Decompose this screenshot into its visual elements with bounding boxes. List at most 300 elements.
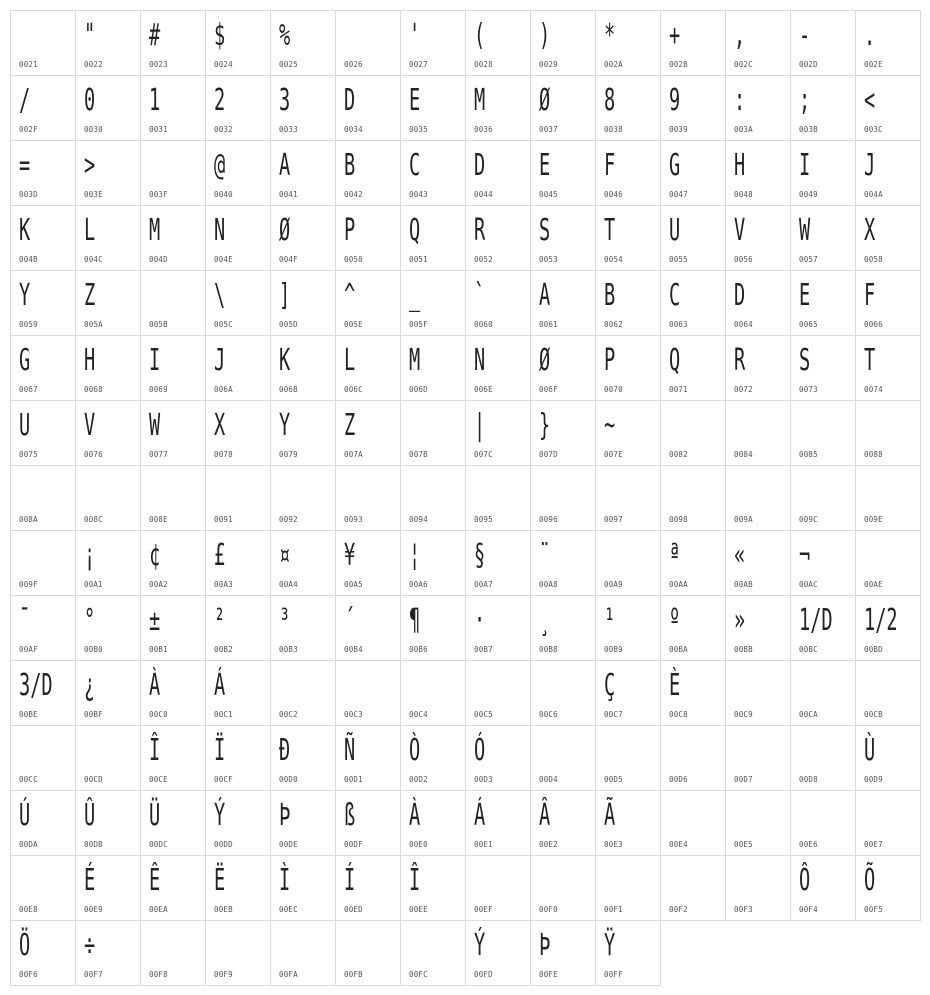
glyph-char: A xyxy=(279,148,291,183)
glyph-code: 0047 xyxy=(669,190,688,199)
glyph-char: Þ xyxy=(539,928,551,963)
glyph-code: 00CC xyxy=(19,775,38,784)
glyph-code: 00A4 xyxy=(279,580,298,589)
glyph-char: L xyxy=(84,213,96,248)
glyph-char: 3 xyxy=(279,83,291,118)
glyph-cell xyxy=(790,595,856,661)
glyph-cell xyxy=(790,465,856,531)
glyph-cell xyxy=(270,400,336,466)
glyph-code: 002F xyxy=(19,125,38,134)
glyph-cell xyxy=(335,10,401,76)
glyph-code: 0066 xyxy=(864,320,883,329)
glyph-cell xyxy=(855,660,921,726)
glyph-cell xyxy=(400,595,466,661)
glyph-char: Ã xyxy=(604,798,616,833)
glyph-code: 0053 xyxy=(539,255,558,264)
glyph-char: B xyxy=(344,148,356,183)
glyph-char: ] xyxy=(279,278,291,313)
glyph-cell xyxy=(595,465,661,531)
glyph-code: 00BC xyxy=(799,645,818,654)
glyph-char: Z xyxy=(344,408,356,443)
glyph-cell xyxy=(10,530,76,596)
glyph-char: Ø xyxy=(279,213,291,248)
glyph-cell xyxy=(790,270,856,336)
glyph-code: 00D3 xyxy=(474,775,493,784)
glyph-code: 009E xyxy=(864,515,883,524)
glyph-code: 0055 xyxy=(669,255,688,264)
glyph-char: E xyxy=(409,83,421,118)
glyph-cell xyxy=(140,595,206,661)
glyph-code: 00AC xyxy=(799,580,818,589)
glyph-cell xyxy=(660,530,726,596)
glyph-code: 003E xyxy=(84,190,103,199)
glyph-cell xyxy=(790,790,856,856)
glyph-code: 00DD xyxy=(214,840,233,849)
glyph-code: 0059 xyxy=(19,320,38,329)
glyph-cell xyxy=(400,530,466,596)
glyph-code: 00B1 xyxy=(149,645,168,654)
glyph-cell xyxy=(465,660,531,726)
glyph-code: 00F1 xyxy=(604,905,623,914)
glyph-code: 0075 xyxy=(19,450,38,459)
glyph-cell xyxy=(335,530,401,596)
glyph-cell xyxy=(270,595,336,661)
glyph-cell xyxy=(270,660,336,726)
glyph-code: 0048 xyxy=(734,190,753,199)
glyph-code: 00C3 xyxy=(344,710,363,719)
glyph-code: 00C8 xyxy=(669,710,688,719)
glyph-char: / xyxy=(19,83,31,118)
glyph-cell xyxy=(335,855,401,921)
glyph-code: 00CF xyxy=(214,775,233,784)
glyph-cell xyxy=(205,140,271,206)
glyph-char: ± xyxy=(149,603,161,638)
glyph-cell xyxy=(530,335,596,401)
glyph-char: M xyxy=(149,213,161,248)
glyph-char: ¹ xyxy=(604,603,616,638)
glyph-code: 0034 xyxy=(344,125,363,134)
glyph-char: ; xyxy=(799,83,811,118)
glyph-code: 00B0 xyxy=(84,645,103,654)
glyph-cell xyxy=(75,10,141,76)
glyph-code: 0028 xyxy=(474,60,493,69)
glyph-char: P xyxy=(344,213,356,248)
glyph-cell xyxy=(205,595,271,661)
glyph-char: Î xyxy=(149,733,161,768)
glyph-cell xyxy=(595,335,661,401)
glyph-char: T xyxy=(604,213,616,248)
glyph-char: , xyxy=(734,18,746,53)
glyph-code: 00AB xyxy=(734,580,753,589)
glyph-code: 00F5 xyxy=(864,905,883,914)
glyph-cell xyxy=(725,465,791,531)
glyph-char: ) xyxy=(539,18,551,53)
glyph-cell xyxy=(465,270,531,336)
glyph-cell xyxy=(725,205,791,271)
glyph-code: 00DA xyxy=(19,840,38,849)
glyph-cell xyxy=(855,10,921,76)
glyph-char: : xyxy=(734,83,746,118)
glyph-char: ^ xyxy=(344,278,356,313)
glyph-char: Ö xyxy=(19,928,31,963)
glyph-char: S xyxy=(539,213,551,248)
glyph-code: 0041 xyxy=(279,190,298,199)
glyph-cell xyxy=(335,335,401,401)
glyph-cell xyxy=(140,790,206,856)
glyph-char: E xyxy=(799,278,811,313)
glyph-char: Ó xyxy=(474,733,486,768)
glyph-code: 00DB xyxy=(84,840,103,849)
glyph-cell xyxy=(595,790,661,856)
glyph-char: 9 xyxy=(669,83,681,118)
glyph-code: 0057 xyxy=(799,255,818,264)
glyph-cell xyxy=(855,530,921,596)
glyph-char: H xyxy=(734,148,746,183)
glyph-code: 0085 xyxy=(799,450,818,459)
glyph-char: U xyxy=(669,213,681,248)
glyph-cell xyxy=(465,10,531,76)
glyph-code: 00ED xyxy=(344,905,363,914)
glyph-char: Ø xyxy=(539,343,551,378)
glyph-code: 0030 xyxy=(84,125,103,134)
glyph-code: 00E1 xyxy=(474,840,493,849)
glyph-cell xyxy=(140,270,206,336)
glyph-cell xyxy=(465,920,531,986)
glyph-cell xyxy=(465,335,531,401)
glyph-char: L xyxy=(344,343,356,378)
glyph-code: 0040 xyxy=(214,190,233,199)
glyph-cell xyxy=(140,335,206,401)
glyph-cell xyxy=(660,75,726,141)
glyph-cell xyxy=(10,270,76,336)
glyph-char: < xyxy=(864,83,876,118)
glyph-cell xyxy=(660,465,726,531)
glyph-char: ¸ xyxy=(539,603,551,638)
glyph-char: - xyxy=(799,18,811,53)
glyph-cell xyxy=(595,595,661,661)
glyph-code: 0021 xyxy=(19,60,38,69)
glyph-code: 003A xyxy=(734,125,753,134)
glyph-code: 00D4 xyxy=(539,775,558,784)
glyph-cell xyxy=(465,75,531,141)
glyph-code: 00A7 xyxy=(474,580,493,589)
glyph-char: . xyxy=(864,18,876,53)
glyph-char: ¿ xyxy=(84,668,96,703)
glyph-cell xyxy=(595,530,661,596)
glyph-cell xyxy=(335,205,401,271)
glyph-char: S xyxy=(799,343,811,378)
glyph-cell xyxy=(205,920,271,986)
glyph-code: 003C xyxy=(864,125,883,134)
glyph-char: X xyxy=(864,213,876,248)
glyph-code: 0043 xyxy=(409,190,428,199)
glyph-cell xyxy=(270,205,336,271)
glyph-char: = xyxy=(19,148,31,183)
glyph-char: 0 xyxy=(84,83,96,118)
glyph-cell xyxy=(855,75,921,141)
glyph-code: 0056 xyxy=(734,255,753,264)
glyph-code: 00FD xyxy=(474,970,493,979)
glyph-code: 0073 xyxy=(799,385,818,394)
glyph-code: 006A xyxy=(214,385,233,394)
glyph-cell xyxy=(400,140,466,206)
glyph-char: À xyxy=(409,798,421,833)
glyph-code: 00D2 xyxy=(409,775,428,784)
glyph-code: 00BB xyxy=(734,645,753,654)
glyph-code: 002C xyxy=(734,60,753,69)
glyph-cell xyxy=(465,790,531,856)
glyph-char: ` xyxy=(474,278,486,313)
glyph-cell xyxy=(725,10,791,76)
glyph-cell xyxy=(205,335,271,401)
glyph-char: ¬ xyxy=(799,538,811,573)
glyph-cell xyxy=(530,270,596,336)
glyph-code: 00BE xyxy=(19,710,38,719)
glyph-code: 0058 xyxy=(864,255,883,264)
glyph-cell xyxy=(595,270,661,336)
glyph-cell xyxy=(335,140,401,206)
glyph-cell xyxy=(205,725,271,791)
glyph-char: D xyxy=(474,148,486,183)
glyph-code: 003B xyxy=(799,125,818,134)
glyph-char: Ò xyxy=(409,733,421,768)
glyph-cell xyxy=(335,270,401,336)
glyph-char: Ý xyxy=(474,928,486,963)
glyph-code: 00A8 xyxy=(539,580,558,589)
glyph-code: 00B9 xyxy=(604,645,623,654)
glyph-char: X xyxy=(214,408,226,443)
glyph-code: 00B8 xyxy=(539,645,558,654)
glyph-code: 003D xyxy=(19,190,38,199)
glyph-char: Ý xyxy=(214,798,226,833)
glyph-code: 007E xyxy=(604,450,623,459)
glyph-code: 0036 xyxy=(474,125,493,134)
glyph-code: 007B xyxy=(409,450,428,459)
glyph-code: 006F xyxy=(539,385,558,394)
glyph-cell xyxy=(660,10,726,76)
glyph-char: Ô xyxy=(799,863,811,898)
glyph-char: R xyxy=(474,213,486,248)
glyph-cell xyxy=(140,465,206,531)
glyph-char: ² xyxy=(214,603,226,638)
glyph-code: 00FA xyxy=(279,970,298,979)
glyph-char: ß xyxy=(344,798,356,833)
glyph-char: # xyxy=(149,18,161,53)
glyph-grid xyxy=(10,10,920,985)
glyph-cell xyxy=(725,660,791,726)
glyph-char: Ø xyxy=(539,83,551,118)
glyph-cell xyxy=(530,10,596,76)
glyph-char: Ë xyxy=(214,863,226,898)
glyph-char: V xyxy=(734,213,746,248)
glyph-char: W xyxy=(799,213,811,248)
glyph-char: ' xyxy=(409,18,421,53)
glyph-cell xyxy=(530,790,596,856)
glyph-cell xyxy=(140,660,206,726)
glyph-code: 00C0 xyxy=(149,710,168,719)
glyph-char: _ xyxy=(409,278,421,313)
glyph-code: 0068 xyxy=(84,385,103,394)
glyph-char: J xyxy=(864,148,876,183)
glyph-cell xyxy=(10,660,76,726)
glyph-code: 009F xyxy=(19,580,38,589)
glyph-code: 006D xyxy=(409,385,428,394)
glyph-cell xyxy=(140,530,206,596)
glyph-char: I xyxy=(149,343,161,378)
glyph-char: % xyxy=(279,18,291,53)
glyph-code: 008C xyxy=(84,515,103,524)
glyph-code: 00F2 xyxy=(669,905,688,914)
glyph-cell xyxy=(660,400,726,466)
glyph-code: 0069 xyxy=(149,385,168,394)
glyph-char: È xyxy=(669,668,681,703)
glyph-cell xyxy=(270,335,336,401)
glyph-char: M xyxy=(409,343,421,378)
glyph-code: 0065 xyxy=(799,320,818,329)
glyph-char: Ê xyxy=(149,863,161,898)
glyph-cell xyxy=(10,790,76,856)
glyph-char: Ù xyxy=(864,733,876,768)
glyph-cell xyxy=(140,920,206,986)
glyph-code: 00C6 xyxy=(539,710,558,719)
glyph-cell xyxy=(725,400,791,466)
glyph-cell xyxy=(660,335,726,401)
glyph-char: P xyxy=(604,343,616,378)
glyph-char: " xyxy=(84,18,96,53)
glyph-cell xyxy=(725,855,791,921)
glyph-code: 00A3 xyxy=(214,580,233,589)
glyph-cell xyxy=(400,270,466,336)
glyph-cell xyxy=(140,855,206,921)
glyph-cell xyxy=(465,595,531,661)
glyph-char: ´ xyxy=(344,603,356,638)
glyph-cell xyxy=(465,400,531,466)
glyph-cell xyxy=(530,400,596,466)
glyph-code: 00A1 xyxy=(84,580,103,589)
glyph-code: 00F8 xyxy=(149,970,168,979)
glyph-cell xyxy=(465,140,531,206)
glyph-cell xyxy=(725,335,791,401)
glyph-code: 0062 xyxy=(604,320,623,329)
glyph-char: N xyxy=(474,343,486,378)
glyph-cell xyxy=(140,400,206,466)
glyph-char: N xyxy=(214,213,226,248)
glyph-code: 0097 xyxy=(604,515,623,524)
glyph-code: 00A5 xyxy=(344,580,363,589)
glyph-cell xyxy=(530,855,596,921)
glyph-code: 007A xyxy=(344,450,363,459)
glyph-char: A xyxy=(539,278,551,313)
glyph-code: 00A2 xyxy=(149,580,168,589)
glyph-code: 00BF xyxy=(84,710,103,719)
glyph-char: W xyxy=(149,408,161,443)
glyph-code: 00BD xyxy=(864,645,883,654)
glyph-code: 00CD xyxy=(84,775,103,784)
glyph-cell xyxy=(855,270,921,336)
glyph-code: 00F0 xyxy=(539,905,558,914)
glyph-cell xyxy=(75,205,141,271)
glyph-code: 00D0 xyxy=(279,775,298,784)
glyph-code: 00F4 xyxy=(799,905,818,914)
glyph-char: T xyxy=(864,343,876,378)
glyph-char: B xyxy=(604,278,616,313)
glyph-cell xyxy=(335,660,401,726)
glyph-code: 0076 xyxy=(84,450,103,459)
glyph-code: 0033 xyxy=(279,125,298,134)
glyph-cell xyxy=(10,400,76,466)
glyph-code: 004E xyxy=(214,255,233,264)
glyph-cell xyxy=(75,75,141,141)
glyph-cell xyxy=(660,660,726,726)
glyph-char: G xyxy=(669,148,681,183)
glyph-char: ³ xyxy=(279,603,291,638)
glyph-cell xyxy=(530,140,596,206)
glyph-code: 0027 xyxy=(409,60,428,69)
glyph-char: Û xyxy=(84,798,96,833)
glyph-char: ¢ xyxy=(149,538,161,573)
glyph-code: 0051 xyxy=(409,255,428,264)
glyph-code: 004F xyxy=(279,255,298,264)
glyph-code: 00FB xyxy=(344,970,363,979)
glyph-cell xyxy=(855,790,921,856)
glyph-cell xyxy=(335,725,401,791)
glyph-cell xyxy=(270,530,336,596)
glyph-char: Ï xyxy=(214,733,226,768)
glyph-cell xyxy=(335,920,401,986)
glyph-code: 00C4 xyxy=(409,710,428,719)
glyph-code: 006E xyxy=(474,385,493,394)
glyph-char: Á xyxy=(214,668,226,703)
glyph-cell xyxy=(465,465,531,531)
glyph-cell xyxy=(140,10,206,76)
glyph-cell xyxy=(270,855,336,921)
glyph-cell xyxy=(530,205,596,271)
glyph-code: 003F xyxy=(149,190,168,199)
glyph-char: C xyxy=(409,148,421,183)
glyph-cell xyxy=(400,205,466,271)
glyph-code: 00E7 xyxy=(864,840,883,849)
glyph-code: 005B xyxy=(149,320,168,329)
glyph-cell xyxy=(855,595,921,661)
glyph-char: U xyxy=(19,408,31,443)
glyph-cell xyxy=(725,75,791,141)
glyph-code: 0031 xyxy=(149,125,168,134)
glyph-code: 0039 xyxy=(669,125,688,134)
glyph-char: » xyxy=(734,603,746,638)
glyph-cell xyxy=(205,205,271,271)
glyph-cell xyxy=(595,10,661,76)
glyph-cell xyxy=(595,205,661,271)
glyph-cell xyxy=(205,10,271,76)
glyph-code: 00F7 xyxy=(84,970,103,979)
glyph-code: 009A xyxy=(734,515,753,524)
glyph-cell xyxy=(790,725,856,791)
glyph-char: D xyxy=(734,278,746,313)
glyph-char: ª xyxy=(669,538,681,573)
glyph-code: 00FE xyxy=(539,970,558,979)
glyph-code: 0078 xyxy=(214,450,233,459)
glyph-cell xyxy=(75,660,141,726)
glyph-cell xyxy=(725,140,791,206)
glyph-char: ¶ xyxy=(409,603,421,638)
glyph-code: 00E9 xyxy=(84,905,103,914)
glyph-code: 0070 xyxy=(604,385,623,394)
glyph-cell xyxy=(140,205,206,271)
glyph-cell xyxy=(75,855,141,921)
glyph-code: 004B xyxy=(19,255,38,264)
glyph-code: 00AF xyxy=(19,645,38,654)
glyph-cell xyxy=(725,725,791,791)
